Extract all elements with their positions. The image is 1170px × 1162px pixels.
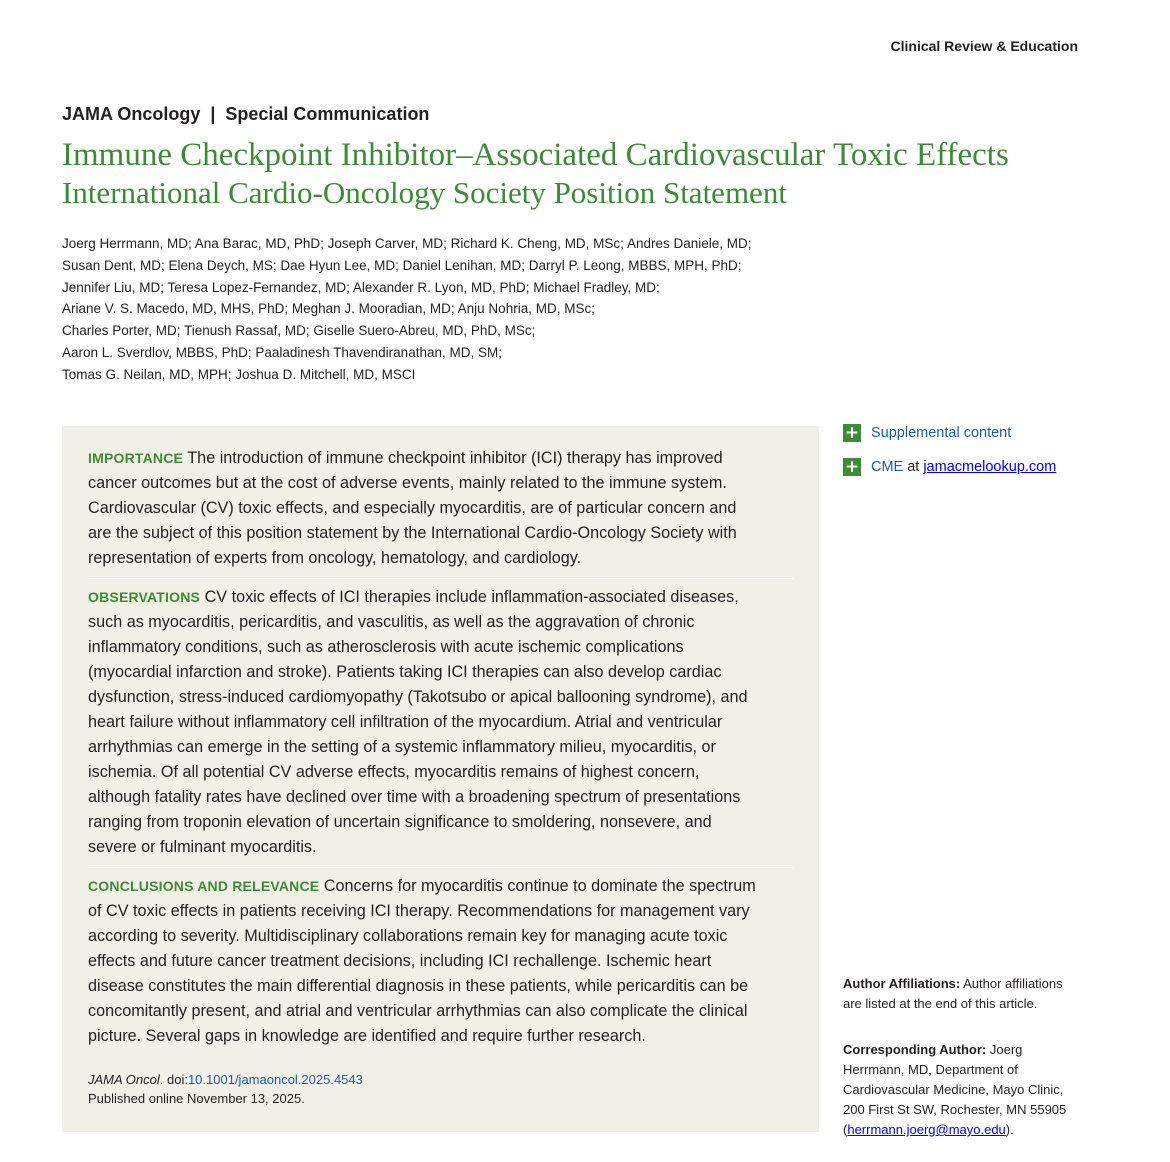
author-line: Ariane V. S. Macedo, MD, MHS, PhD; Meghan J. Mooradian, MD; Anju Nohria, MD, MSc; — [62, 301, 595, 317]
author-line: Jennifer Liu, MD; Teresa Lopez-Fernandez, MD; Alexander R. Lyon, MD, PhD; Michael Fradley, MD; — [62, 279, 660, 295]
author-line: Charles Porter, MD; Tienush Rassaf, MD; Giselle Suero-Abreu, MD, PhD, MSc; — [62, 323, 536, 339]
abstract-text: The introduction of immune checkpoint inhibitor (ICI) therapy has improved — [187, 449, 723, 467]
citation-journal: JAMA Oncol — [88, 1072, 160, 1087]
observations-heading: OBSERVATIONS — [88, 589, 201, 605]
author-line: Aaron L. Sverdlov, MBBS, PhD; Paaladinesh Thavendiranathan, MD, SM; — [62, 344, 502, 360]
abstract-text: Cardiovascular (CV) toxic effects, and especially myocarditis, are of particular concern and — [88, 499, 737, 517]
abstract-conclusions — [88, 867, 793, 1049]
corresponding-author-label: Corresponding Author: — [843, 1042, 987, 1057]
abstract-text: Concerns for myocarditis continue to dominate the spectrum — [323, 877, 756, 895]
journal-name: JAMA Oncology — [62, 104, 201, 124]
corresponding-author — [843, 1040, 1083, 1140]
author-line: Susan Dent, MD; Elena Deych, MS; Dae Hyun Lee, MD; Daniel Lenihan, MD; Darryl P. Leong, MBBS, MPH, PhD; — [62, 257, 742, 273]
supplemental-content-link[interactable] — [843, 424, 1011, 442]
abstract-text: representation of experts from oncology, hematology, and cardiology. — [88, 549, 582, 567]
published-date: Published online November 13, 2025. — [88, 1091, 305, 1106]
journal-line — [62, 104, 429, 125]
corresponding-author-end: ). — [1005, 1122, 1014, 1137]
plus-icon: + — [844, 423, 860, 443]
email-link[interactable]: herrmann.joerg@mayo.edu — [847, 1122, 1006, 1137]
abstract-text: ranging from troponin elevation of uncertain significance to smoldering, nonsevere, and — [88, 813, 712, 831]
cme-at: at — [907, 459, 920, 475]
abstract-text: according to severity. Multidisciplinary collaborations remain key for managing acute toxic — [88, 927, 728, 945]
citation — [88, 1070, 363, 1108]
abstract-text: of CV toxic effects in patients receiving ICI therapy. Recommendations for management vary — [88, 902, 750, 920]
doi-link[interactable]: 10.1001/jamaoncol.2025.4543 — [187, 1072, 363, 1087]
abstract-importance — [88, 446, 793, 571]
cme-link-row — [843, 458, 1056, 476]
abstract-text: are the subject of this position statement by the International Cardio-Oncology Society with — [88, 524, 737, 542]
abstract-text: severe or fulminant myocarditis. — [88, 838, 317, 856]
abstract-text: (myocardial infarction and stroke). Patients taking ICI therapies can also develop cardiac — [88, 663, 722, 681]
abstract-box — [62, 426, 819, 1132]
abstract-text: picture. Several gaps in knowledge are identified and require further research. — [88, 1027, 646, 1045]
abstract-text: cancer outcomes but at the cost of adverse events, mainly related to the immune system. — [88, 474, 727, 492]
plus-icon: + — [844, 457, 860, 477]
abstract-text: although fatality rates have declined over time with a broadening spectrum of presentations — [88, 788, 741, 806]
author-list — [62, 233, 822, 386]
abstract-text: arrhythmias can emerge in the setting of a systemic inflammatory milieu, myocarditis, or — [88, 738, 716, 756]
abstract-text: dysfunction, stress-induced cardiomyopathy (Takotsubo or apical ballooning syndrome), and — [88, 688, 748, 706]
article-subtitle: International Cardio-Oncology Society Position Statement — [62, 175, 787, 210]
supplemental-label[interactable]: Supplemental content — [871, 425, 1012, 441]
journal-separator: | — [210, 104, 216, 124]
abstract-text: effects and future cancer treatment decisions, including ICI rechallenge. Ischemic heart — [88, 952, 712, 970]
author-affiliations-label: Author Affiliations: — [843, 976, 961, 991]
section-label: Clinical Review & Education — [890, 38, 1078, 54]
corresponding-author-text: Joerg Herrmann, MD, Department of Cardiovascular Medicine, Mayo Clinic, 200 First St SW, Rochester, MN 55905 ( — [843, 1042, 1067, 1137]
abstract-observations — [88, 578, 793, 860]
author-affiliations-text: Author affiliations are listed at the end of this article. — [843, 976, 1063, 1011]
cme-link[interactable]: jamacmelookup.com — [923, 459, 1057, 475]
abstract-text: ischemia. Of all potential CV adverse effects, myocarditis remains of highest concern, — [88, 763, 700, 781]
abstract-text: such as myocarditis, pericarditis, and vasculitis, as well as the aggravation of chronic — [88, 613, 695, 631]
abstract-text: CV toxic effects of ICI therapies include inflammation-associated diseases, — [204, 588, 739, 606]
abstract-text: disease constitutes the main differential diagnosis in these patients, while pericarditis can be — [88, 977, 749, 995]
conclusions-heading: CONCLUSIONS AND RELEVANCE — [88, 878, 320, 894]
author-line: Joerg Herrmann, MD; Ana Barac, MD, PhD; Joseph Carver, MD; Richard K. Cheng, MD, MSc; Andres Daniele, MD; — [62, 236, 752, 251]
citation-doi-prefix: . doi: — [159, 1072, 188, 1087]
article-title: Immune Checkpoint Inhibitor–Associated Cardiovascular Toxic Effects — [62, 137, 1009, 173]
author-affiliations — [843, 974, 1083, 1014]
author-line: Tomas G. Neilan, MD, MPH; Joshua D. Mitchell, MD, MSCI — [62, 366, 416, 382]
importance-heading: IMPORTANCE — [88, 450, 184, 466]
cme-label[interactable]: CME — [871, 459, 904, 475]
abstract-text: inflammatory conditions, such as atherosclerosis with acute ischemic complications — [88, 638, 684, 656]
article-type: Special Communication — [225, 104, 430, 124]
abstract-text: heart failure without inflammatory cell infiltration of the myocardium. Atrial and ventricular — [88, 713, 723, 731]
abstract-text: concomitantly present, and atrial and ventricular arrhythmias can also complicate the clinical — [88, 1002, 748, 1020]
